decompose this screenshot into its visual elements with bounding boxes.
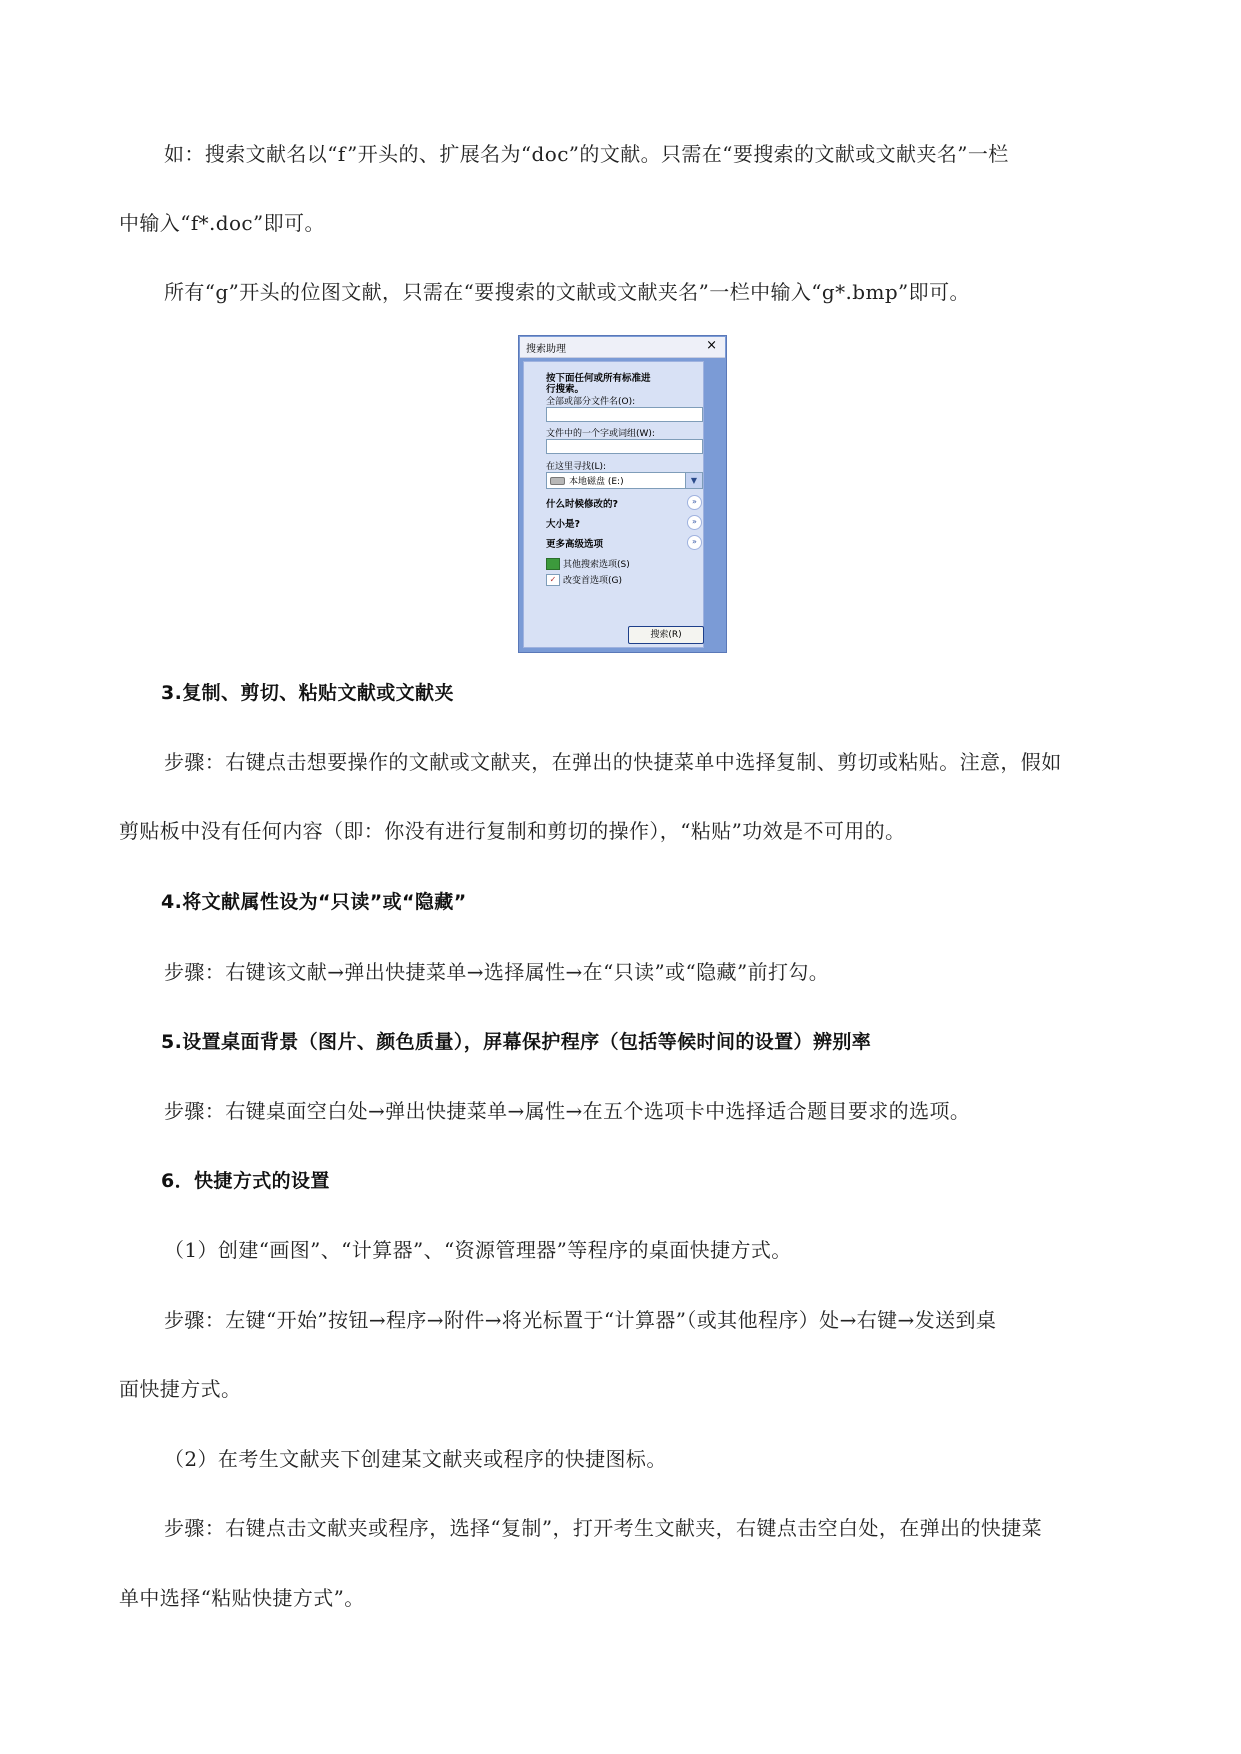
expand-advanced-icon[interactable]: » — [687, 535, 702, 550]
change-preferences-link[interactable]: 改变首选项(G) — [563, 576, 622, 586]
lookin-select[interactable] — [546, 472, 703, 489]
paragraph-desktop-steps: 步骤：右键桌面空白处→弹出快捷菜单→属性→在五个选项卡中选择适合题目要求的选项。 — [164, 1099, 971, 1123]
paragraph-copy-steps: 步骤：右键点击想要操作的文献或文献夹，在弹出的快捷菜单中选择复制、剪切或粘贴。注意，假如 — [164, 750, 1062, 774]
paragraph-shortcut-steps-1: 步骤：左键“开始”按钮→程序→附件→将光标置于“计算器”（或其他程序）处→右键→发送到桌 — [164, 1308, 997, 1332]
paragraph-shortcut-steps-1-cont: 面快捷方式。 — [119, 1377, 242, 1401]
heading-desktop-settings: 5.设置桌面背景（图片、颜色质量），屏幕保护程序（包括等候时间的设置）辨别率 — [161, 1031, 872, 1053]
paragraph-shortcut-item-1: （1）创建“画图”、“计算器”、“资源管理器”等程序的桌面快捷方式。 — [164, 1238, 792, 1262]
paragraph-shortcut-steps-2-cont: 单中选择“粘贴快捷方式”。 — [119, 1586, 365, 1610]
lookin-label: 在这里寻找(L): — [546, 462, 607, 472]
instruction-text-cont: 行搜索。 — [546, 384, 585, 395]
expand-when-icon[interactable]: » — [687, 495, 702, 510]
when-modified-option[interactable]: 什么时候修改的? — [546, 499, 619, 510]
heading-shortcut-settings: 6．快捷方式的设置 — [161, 1170, 330, 1192]
paragraph-attribute-steps: 步骤：右键该文献→弹出快捷菜单→选择属性→在“只读”或“隐藏”前打勾。 — [164, 960, 830, 984]
search-assistant-screenshot — [518, 335, 727, 653]
paragraph-copy-steps-cont: 剪贴板中没有任何内容（即：你没有进行复制和剪切的操作），“粘贴”功效是不可用的。 — [119, 819, 906, 843]
paragraph-search-example: 如：搜索文献名以“f”开头的、扩展名为“doc”的文献。只需在“要搜索的文献或文献夹名”一栏 — [164, 142, 1009, 166]
search-assistant-titlebar — [520, 337, 725, 358]
close-icon[interactable]: × — [706, 338, 717, 353]
instruction-text: 按下面任何或所有标准进 — [546, 373, 651, 384]
paragraph-shortcut-steps-2: 步骤：右键点击文献夹或程序，选择“复制”，打开考生文献夹，右键点击空白处，在弹出的快捷菜 — [164, 1516, 1043, 1540]
paragraph-bitmap-example: 所有“g”开头的位图文献，只需在“要搜索的文献或文献夹名”一栏中输入“g*.bmp”即可。 — [164, 280, 970, 304]
heading-copy-cut-paste: 3.复制、剪切、粘贴文献或文献夹 — [161, 682, 454, 704]
chevron-down-icon[interactable]: ▼ — [685, 473, 702, 488]
search-button[interactable]: 搜索(R) — [628, 626, 704, 644]
filename-input[interactable] — [546, 407, 703, 422]
preferences-icon: ✓ — [546, 574, 560, 586]
paragraph-search-example-cont: 中输入“f*.doc”即可。 — [119, 211, 325, 235]
more-advanced-option[interactable]: 更多高级选项 — [546, 539, 604, 550]
other-options-link[interactable]: 其他搜索选项(S) — [563, 560, 630, 570]
word-input[interactable] — [546, 439, 703, 454]
drive-icon — [550, 477, 565, 485]
word-label: 文件中的一个字或词组(W): — [546, 429, 655, 439]
paragraph-shortcut-item-2: （2）在考生文献夹下创建某文献夹或程序的快捷图标。 — [164, 1447, 667, 1471]
search-assistant-title: 搜索助理 — [526, 344, 566, 355]
lookin-value: 本地磁盘 (E:) — [569, 477, 624, 487]
expand-size-icon[interactable]: » — [687, 515, 702, 530]
heading-file-attributes: 4.将文献属性设为“只读”或“隐藏” — [161, 891, 467, 913]
size-option[interactable]: 大小是? — [546, 519, 581, 530]
arrow-right-icon — [546, 558, 560, 570]
search-assistant-panel — [523, 361, 704, 648]
filename-label: 全部或部分文件名(O): — [546, 397, 636, 407]
